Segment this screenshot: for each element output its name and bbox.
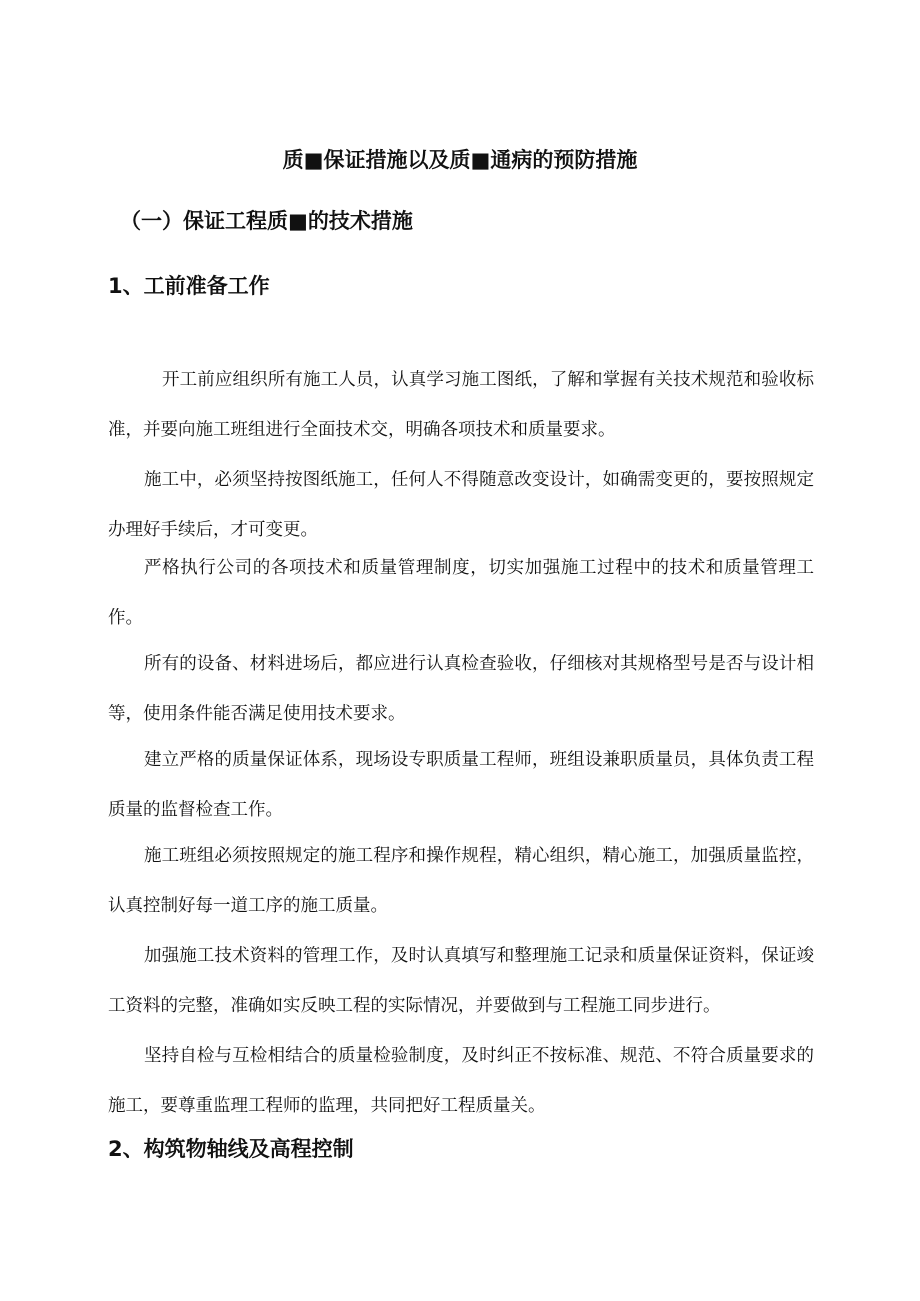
section-heading: （一）保证工程质■的技术措施 [120, 209, 413, 233]
paragraph-2: 施工中，必须坚持按图纸施工，任何人不得随意改变设计，如确需变更的，要按照规定办理好手续后，才可变更。 [108, 470, 814, 540]
subsection-heading-1: 1、工前准备工作 [108, 274, 270, 298]
document-title: 质■保证措施以及质■通病的预防措施 [282, 148, 638, 172]
paragraph-5: 建立严格的质量保证体系，现场设专职质量工程师，班组设兼职质量员，具体负责工程质量的监督检查工作。 [108, 750, 814, 820]
paragraph-6: 施工班组必须按照规定的施工程序和操作规程，精心组织，精心施工，加强质量监控，认真控制好每一道工序的施工质量。 [108, 846, 814, 916]
paragraph-1: 开工前应组织所有施工人员，认真学习施工图纸，了解和掌握有关技术规范和验收标准，并要向施工班组进行全面技术交，明确各项技术和质量要求。 [108, 370, 814, 440]
paragraph-7: 加强施工技术资料的管理工作，及时认真填写和整理施工记录和质量保证资料，保证竣工资料的完整，准确如实反映工程的实际情况，并要做到与工程施工同步进行。 [108, 946, 814, 1016]
subsection-heading-2: 2、构筑物轴线及高程控制 [108, 1137, 354, 1161]
paragraph-3: 严格执行公司的各项技术和质量管理制度，切实加强施工过程中的技术和质量管理工作。 [108, 558, 814, 628]
paragraph-8: 坚持自检与互检相结合的质量检验制度，及时纠正不按标准、规范、不符合质量要求的施工，要尊重监理工程师的监理，共同把好工程质量关。 [108, 1046, 814, 1116]
paragraph-4: 所有的设备、材料进场后，都应进行认真检查验收，仔细核对其规格型号是否与设计相等，使用条件能否满足使用技术要求。 [108, 654, 814, 724]
